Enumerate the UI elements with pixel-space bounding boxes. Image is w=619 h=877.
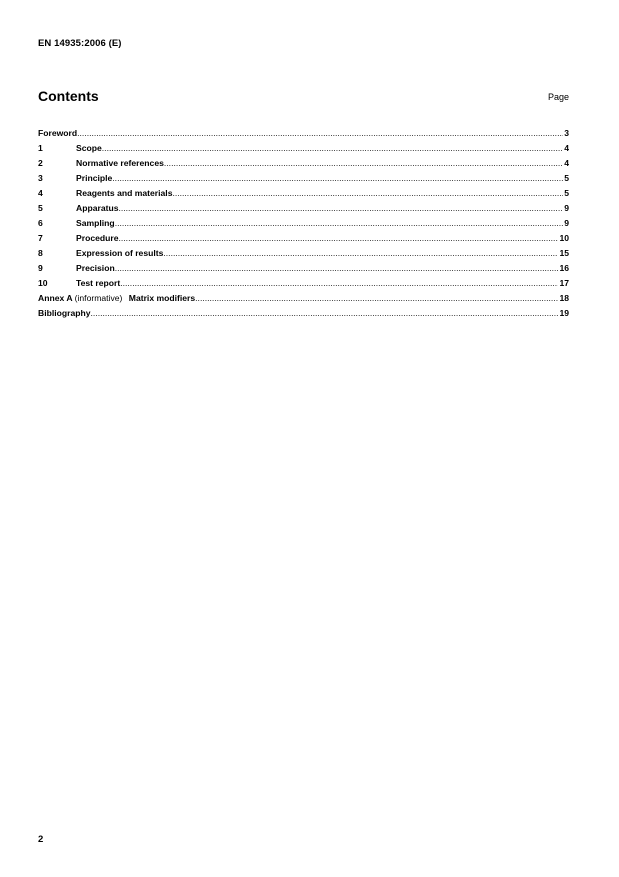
toc-leader-dots: [91, 306, 559, 321]
page-number: 2: [38, 834, 44, 845]
toc-entry-title: Sampling: [76, 218, 115, 228]
toc-entry-title: Reagents and materials: [76, 188, 173, 198]
toc-leader-dots: [119, 231, 559, 246]
annex-label: Annex A: [38, 293, 73, 303]
toc-entry-title: Precision: [76, 263, 115, 273]
toc-entry-title: Bibliography: [38, 308, 91, 318]
table-of-contents: [38, 126, 569, 321]
toc-leader-dots: [120, 276, 558, 291]
toc-leader-dots: [77, 126, 563, 141]
toc-entry-page: 16: [559, 263, 569, 273]
toc-leader-dots: [112, 171, 563, 186]
toc-entry-page: 9: [564, 218, 569, 228]
toc-entry-title: Foreword: [38, 128, 78, 138]
toc-entry-bibliography[interactable]: [38, 306, 569, 321]
toc-entry-page: 4: [564, 158, 569, 168]
toc-entry-page: 9: [564, 203, 569, 213]
toc-entry-sampling[interactable]: [38, 216, 569, 231]
document-identifier: EN 14935:2006 (E): [38, 38, 122, 49]
toc-entry-page: 18: [559, 293, 569, 303]
toc-leader-dots: [115, 261, 559, 276]
toc-entry-test-report[interactable]: [38, 276, 569, 291]
toc-entry-number: 9: [38, 263, 43, 273]
toc-entry-title: Expression of results: [76, 248, 164, 258]
toc-leader-dots: [102, 141, 563, 156]
toc-entry-number: 3: [38, 173, 43, 183]
toc-leader-dots: [119, 201, 564, 216]
toc-entry-page: 17: [559, 278, 569, 288]
toc-entry-page: 4: [564, 143, 569, 153]
toc-entry-title: Procedure: [76, 233, 119, 243]
toc-entry-page: 10: [559, 233, 569, 243]
toc-leader-dots: [115, 216, 564, 231]
toc-entry-title: Apparatus: [76, 203, 119, 213]
toc-entry-number: 10: [38, 278, 48, 288]
toc-entry-page: 5: [564, 188, 569, 198]
toc-entry-title: Test report: [76, 278, 121, 288]
toc-leader-dots: [172, 186, 563, 201]
toc-entry-annex-a[interactable]: [38, 291, 569, 306]
toc-entry-title: Principle: [76, 173, 113, 183]
toc-leader-dots: [163, 246, 558, 261]
toc-entry-apparatus[interactable]: [38, 201, 569, 216]
toc-leader-dots: [195, 291, 558, 306]
toc-entry-normative-references[interactable]: [38, 156, 569, 171]
toc-entry-number: 4: [38, 188, 43, 198]
toc-entry-number: 1: [38, 143, 43, 153]
toc-entry-number: 6: [38, 218, 43, 228]
toc-entry-page: 3: [564, 128, 569, 138]
toc-entry-title: Normative references: [76, 158, 164, 168]
annex-qualifier: (informative): [74, 293, 123, 303]
toc-entry-reagents-and-materials[interactable]: [38, 186, 569, 201]
toc-entry-expression-of-results[interactable]: [38, 246, 569, 261]
toc-entry-principle[interactable]: [38, 171, 569, 186]
toc-entry-title: Scope: [76, 143, 102, 153]
contents-heading: Contents: [38, 88, 99, 104]
toc-entry-precision[interactable]: [38, 261, 569, 276]
toc-entry-number: 7: [38, 233, 43, 243]
toc-entry-foreword[interactable]: [38, 126, 569, 141]
toc-entry-number: 8: [38, 248, 43, 258]
page-column-label: Page: [547, 92, 569, 102]
toc-entry-procedure[interactable]: [38, 231, 569, 246]
toc-entry-page: 19: [559, 308, 569, 318]
toc-entry-title: [38, 291, 195, 306]
toc-entry-page: 5: [564, 173, 569, 183]
toc-leader-dots: [164, 156, 563, 171]
toc-entry-number: 5: [38, 203, 43, 213]
toc-entry-number: 2: [38, 158, 43, 168]
toc-entry-scope[interactable]: [38, 141, 569, 156]
annex-subtitle: Matrix modifiers: [128, 293, 196, 303]
toc-entry-page: 15: [559, 248, 569, 258]
